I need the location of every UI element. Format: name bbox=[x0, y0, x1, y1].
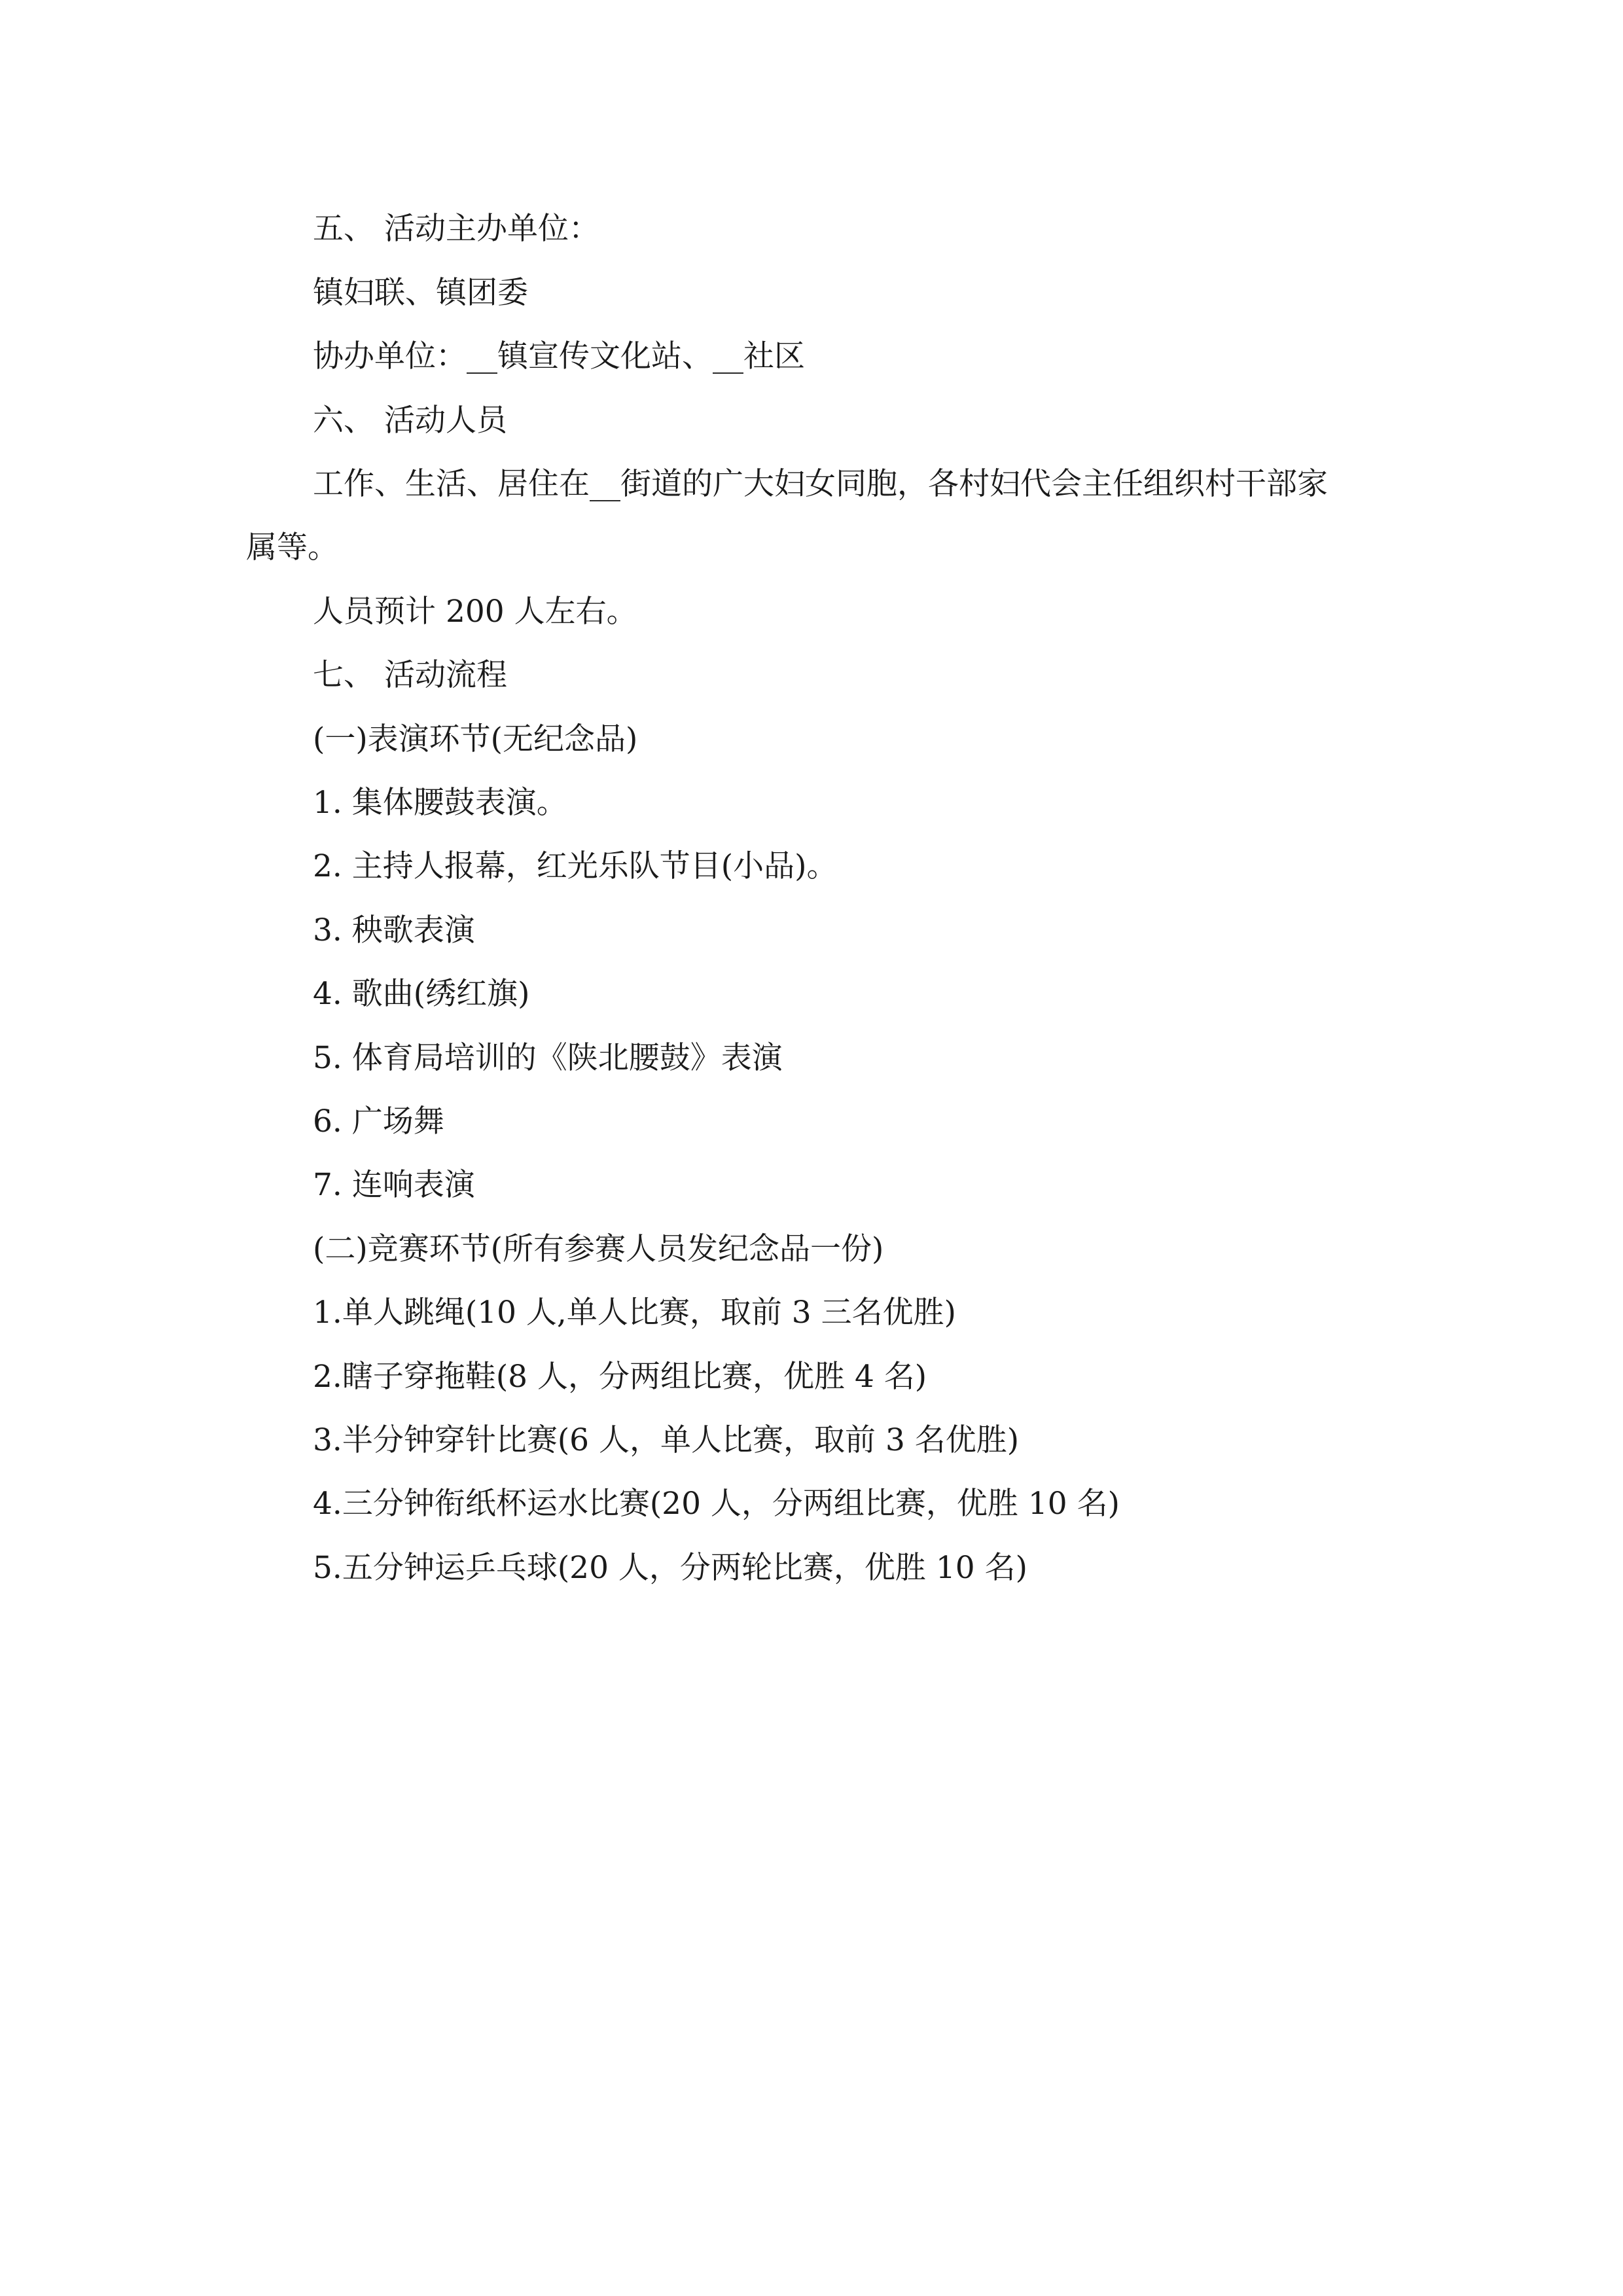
performance-item: 6. 广场舞 bbox=[313, 1103, 444, 1139]
performance-item: 4. 歌曲(绣红旗) bbox=[313, 976, 530, 1012]
competition-part-heading: (二)竞赛环节(所有参赛人员发纪念品一份) bbox=[313, 1231, 884, 1267]
co-organizers-text: 协办单位：__镇宣传文化站、__社区 bbox=[313, 338, 805, 374]
participants-text: 工作、生活、居住在__街道的广大妇女同胞，各村妇代会主任组织村干部家 bbox=[313, 466, 1328, 502]
organizers-text: 镇妇联、镇团委 bbox=[313, 275, 528, 311]
competition-item: 4.三分钟衔纸杯运水比赛(20 人，分两组比赛，优胜 10 名) bbox=[313, 1486, 1120, 1522]
performance-item: 1. 集体腰鼓表演。 bbox=[313, 785, 567, 821]
performance-item: 3. 秧歌表演 bbox=[313, 912, 475, 948]
participants-estimate: 人员预计 200 人左右。 bbox=[313, 594, 637, 630]
participants-text-continued: 属等。 bbox=[246, 529, 338, 565]
section-5-heading: 五、 活动主办单位： bbox=[313, 211, 599, 247]
section-6-heading: 六、 活动人员 bbox=[313, 403, 507, 439]
section-7-heading: 七、 活动流程 bbox=[313, 657, 507, 693]
performance-item: 2. 主持人报幕，红光乐队节目(小品)。 bbox=[313, 848, 838, 884]
performance-item: 5. 体育局培训的《陕北腰鼓》表演 bbox=[313, 1040, 783, 1076]
competition-item: 5.五分钟运乒乓球(20 人，分两轮比赛，优胜 10 名) bbox=[313, 1550, 1027, 1586]
competition-item: 1.单人跳绳(10 人,单人比赛，取前 3 三名优胜) bbox=[313, 1295, 956, 1331]
competition-item: 3.半分钟穿针比赛(6 人，单人比赛，取前 3 名优胜) bbox=[313, 1422, 1020, 1458]
performance-part-heading: (一)表演环节(无纪念品) bbox=[313, 721, 638, 757]
performance-item: 7. 连响表演 bbox=[313, 1167, 475, 1203]
competition-item: 2.瞎子穿拖鞋(8 人，分两组比赛，优胜 4 名) bbox=[313, 1359, 927, 1395]
